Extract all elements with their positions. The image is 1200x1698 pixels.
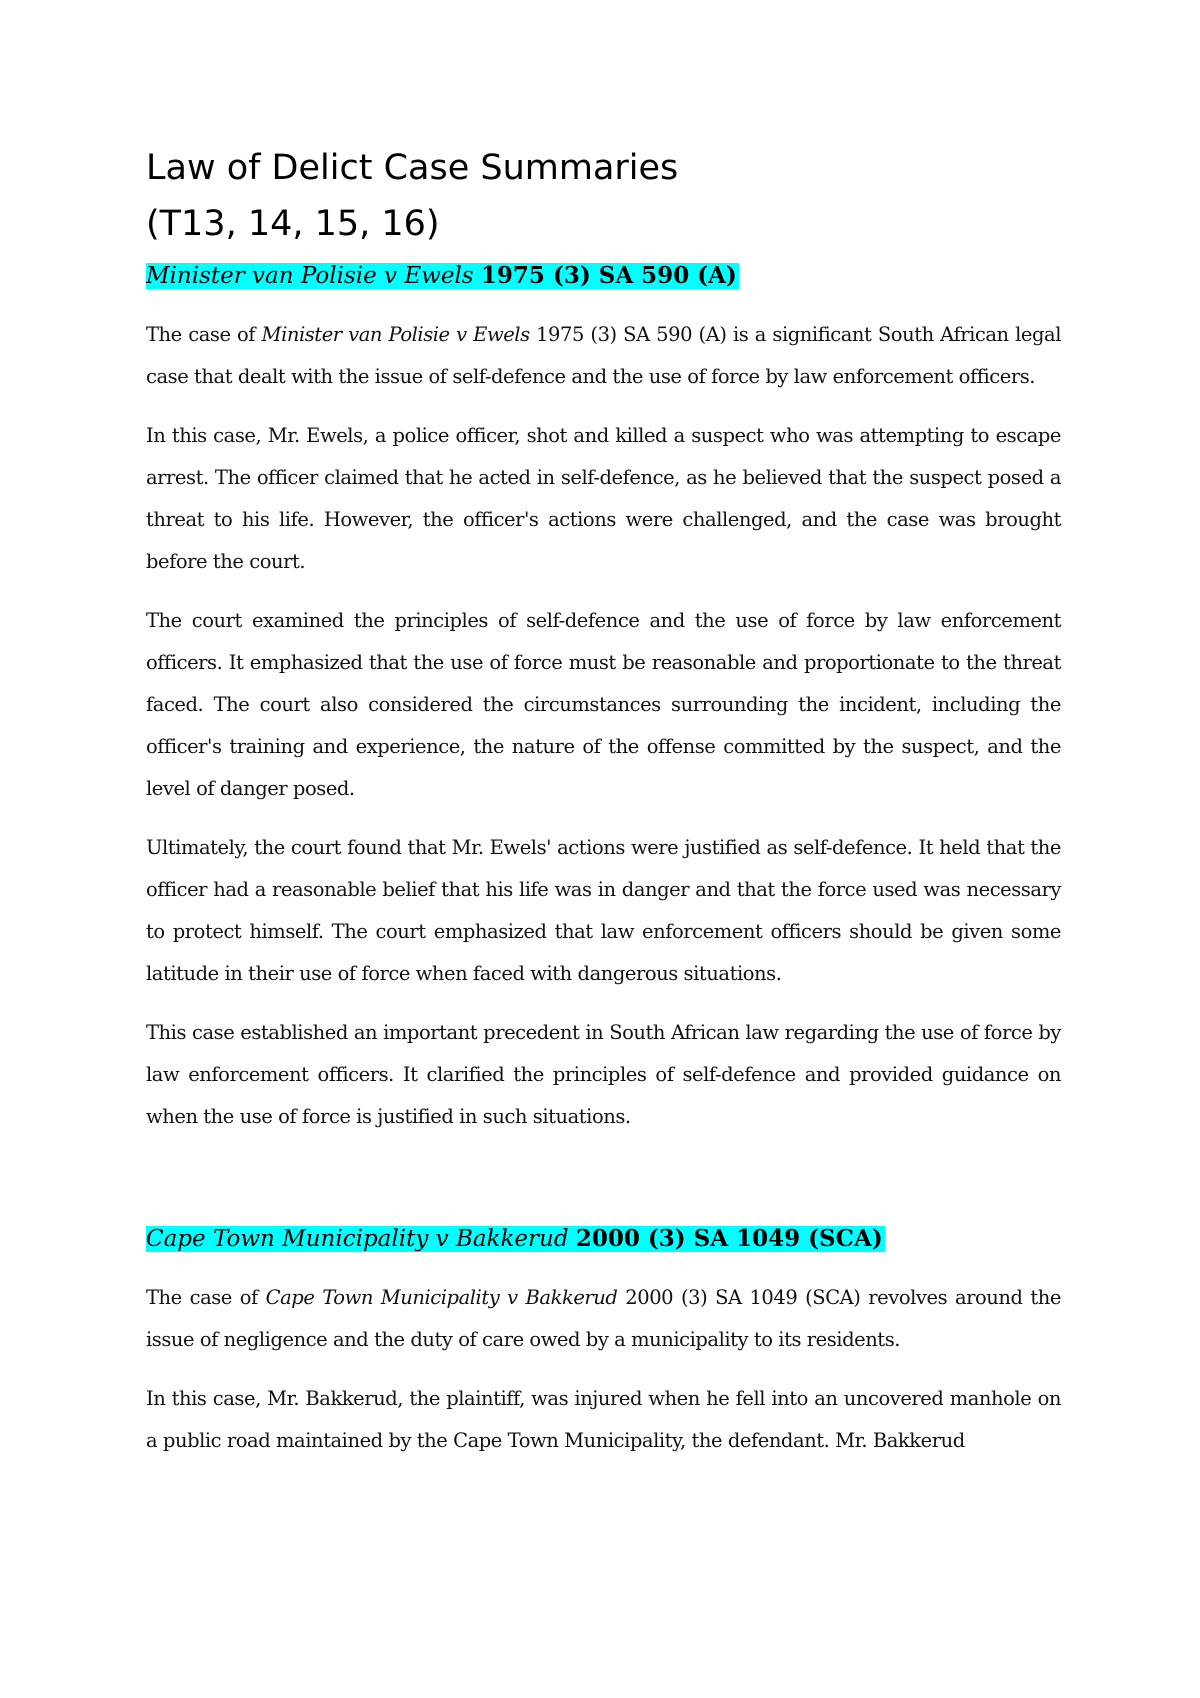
intro-rest: 1975 (3) SA 590 (A) is a significant South African legal case that dealt with the issue of self-defence and the use of force by law enforcement officers. xyxy=(146,323,1061,388)
case-heading xyxy=(146,1221,1061,1257)
case-paragraph: In this case, Mr. Ewels, a police officer, shot and killed a suspect who was attempting to escape arrest. The officer claimed that he acted in self-defence, as he believed that the suspect posed a threat to his life. However, the officer's actions were challenged, and the case was brought before the court. xyxy=(146,424,1061,573)
case-intro-paragraph xyxy=(146,314,1061,398)
case-paragraph: In this case, Mr. Bakkerud, the plaintiff, was injured when he fell into an uncovered manhole on a public road maintained by the Cape Town Municipality, the defendant. Mr. Bakkerud xyxy=(146,1387,1061,1452)
document-body xyxy=(146,140,1061,1479)
case-paragraph: The court examined the principles of self-defence and the use of force by law enforcement officers. It emphasized that the use of force must be reasonable and proportionate to the threat faced. The court also considered the circumstances surrounding the incident, including the officer's training and experience, the nature of the offense committed by the suspect, and the level of danger posed. xyxy=(146,609,1061,800)
case-paragraph: This case established an important precedent in South African law regarding the use of force by law enforcement officers. It clarified the principles of self-defence and provided guidance on when the use of force is justified in such situations. xyxy=(146,1021,1061,1128)
case-name: Cape Town Municipality v Bakkerud xyxy=(146,1226,569,1252)
intro-prefix: The case of xyxy=(146,323,262,346)
section-spacer xyxy=(146,1155,1061,1215)
title-line-2: (T13, 14, 15, 16) xyxy=(146,204,440,244)
case-heading-highlight xyxy=(146,263,739,289)
title-line-1: Law of Delict Case Summaries xyxy=(146,148,679,188)
intro-prefix: The case of xyxy=(146,1286,266,1309)
case-heading-highlight xyxy=(146,1226,885,1252)
intro-case-name: Cape Town Municipality v Bakkerud xyxy=(265,1286,618,1309)
case-heading xyxy=(146,258,1061,294)
case-citation: 1975 (3) SA 590 (A) xyxy=(480,262,737,289)
intro-case-name: Minister van Polisie v Ewels xyxy=(261,323,530,346)
case-section-bakkerud xyxy=(146,1221,1061,1462)
case-section-ewels xyxy=(146,258,1061,1138)
document-title xyxy=(146,140,1061,252)
case-name: Minister van Polisie v Ewels xyxy=(146,263,474,289)
intro-rest: 2000 (3) SA 1049 (SCA) revolves around the issue of negligence and the duty of care owed by a municipality to its residents. xyxy=(146,1286,1061,1351)
case-paragraph: Ultimately, the court found that Mr. Ewels' actions were justified as self-defence. It held that the officer had a reasonable belief that his life was in danger and that the force used was necessary to protect himself. The court emphasized that law enforcement officers should be given some latitude in their use of force when faced with dangerous situations. xyxy=(146,836,1061,985)
case-intro-paragraph xyxy=(146,1277,1061,1361)
case-citation: 2000 (3) SA 1049 (SCA) xyxy=(575,1225,883,1252)
